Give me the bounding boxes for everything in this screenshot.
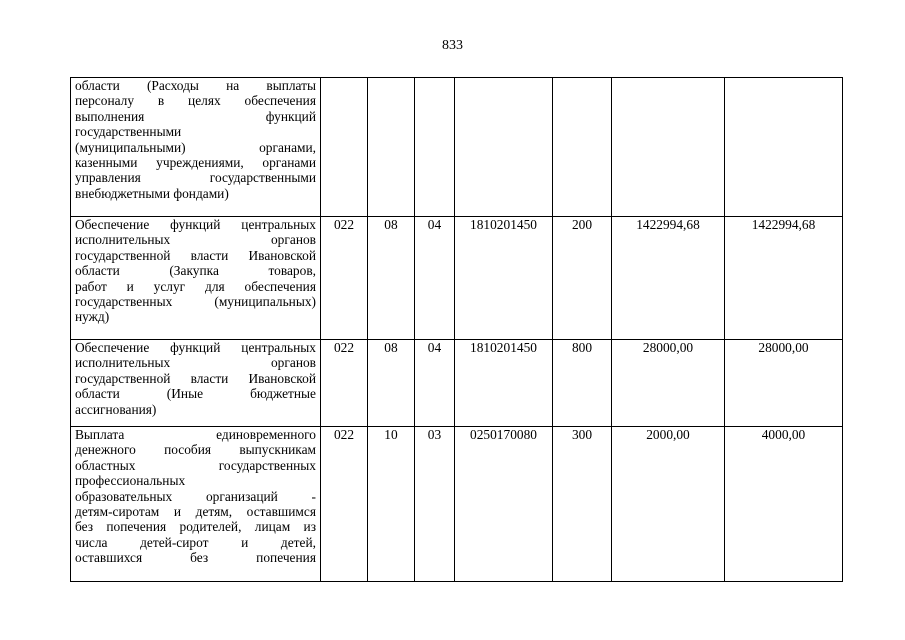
ministry-code — [321, 78, 368, 217]
row-description — [71, 427, 321, 582]
target-article-code: 1810201450 — [455, 217, 553, 340]
description-line: управления государственными — [75, 170, 316, 186]
amount-1 — [612, 78, 725, 217]
table-row — [71, 78, 843, 217]
subsection-code — [415, 78, 455, 217]
description-line: области (Иные бюджетные — [75, 386, 316, 402]
subsection-code: 04 — [415, 217, 455, 340]
expense-type-code: 200 — [553, 217, 612, 340]
description-line: Выплата единовременного — [75, 427, 316, 442]
description-line: ассигнования) — [75, 401, 157, 417]
table-row — [71, 340, 843, 427]
amount-2: 1422994,68 — [725, 217, 843, 340]
subsection-code: 03 — [415, 427, 455, 582]
amount-1: 2000,00 — [612, 427, 725, 582]
table-row — [71, 217, 843, 340]
description-line: исполнительных органов — [75, 232, 316, 248]
page-number: 833 — [442, 38, 463, 53]
target-article-code: 0250170080 — [455, 427, 553, 582]
section-code: 08 — [368, 217, 415, 340]
row-description — [71, 78, 321, 217]
amount-1: 1422994,68 — [612, 217, 725, 340]
description-line: без попечения родителей, лицам из — [75, 519, 316, 535]
section-code — [368, 78, 415, 217]
description-line: государственных (муниципальных) — [75, 294, 316, 310]
description-line: (муниципальными) органами, — [75, 139, 316, 155]
description-line: денежного пособия выпускникам — [75, 442, 316, 458]
description-line: области (Расходы на выплаты — [75, 78, 316, 93]
description-line: Обеспечение функций центральных — [75, 217, 316, 232]
ministry-code: 022 — [321, 217, 368, 340]
description-line: детям-сиротам и детям, оставшимся — [75, 504, 316, 520]
budget-table — [70, 77, 843, 582]
description-line: нужд) — [75, 309, 110, 325]
row-description — [71, 217, 321, 340]
description-line: области (Закупка товаров, — [75, 263, 316, 279]
description-line: казенными учреждениями, органами — [75, 155, 316, 171]
description-line: областных государственных — [75, 457, 316, 473]
expense-type-code: 800 — [553, 340, 612, 427]
description-line: профессиональных — [75, 473, 186, 489]
amount-2: 28000,00 — [725, 340, 843, 427]
ministry-code: 022 — [321, 427, 368, 582]
target-article-code — [455, 78, 553, 217]
row-description — [71, 340, 321, 427]
expense-type-code: 300 — [553, 427, 612, 582]
budget-table-body — [71, 78, 843, 582]
amount-1: 28000,00 — [612, 340, 725, 427]
amount-2: 4000,00 — [725, 427, 843, 582]
amount-2 — [725, 78, 843, 217]
description-line: выполнения функций — [75, 108, 316, 124]
description-line: персоналу в целях обеспечения — [75, 93, 316, 109]
description-line: образовательных организаций - — [75, 488, 316, 504]
description-line: государственной власти Ивановской — [75, 370, 316, 386]
description-line: государственными — [75, 124, 182, 140]
description-line: числа детей-сирот и детей, — [75, 534, 316, 550]
description-line: исполнительных органов — [75, 355, 316, 371]
description-line: работ и услуг для обеспечения — [75, 278, 316, 294]
section-code: 10 — [368, 427, 415, 582]
description-line: внебюджетными фондами) — [75, 185, 229, 201]
subsection-code: 04 — [415, 340, 455, 427]
table-row — [71, 427, 843, 582]
description-line: оставшихся без попечения — [75, 550, 316, 566]
section-code: 08 — [368, 340, 415, 427]
description-line: государственной власти Ивановской — [75, 247, 316, 263]
description-line: Обеспечение функций центральных — [75, 340, 316, 355]
target-article-code: 1810201450 — [455, 340, 553, 427]
ministry-code: 022 — [321, 340, 368, 427]
expense-type-code — [553, 78, 612, 217]
